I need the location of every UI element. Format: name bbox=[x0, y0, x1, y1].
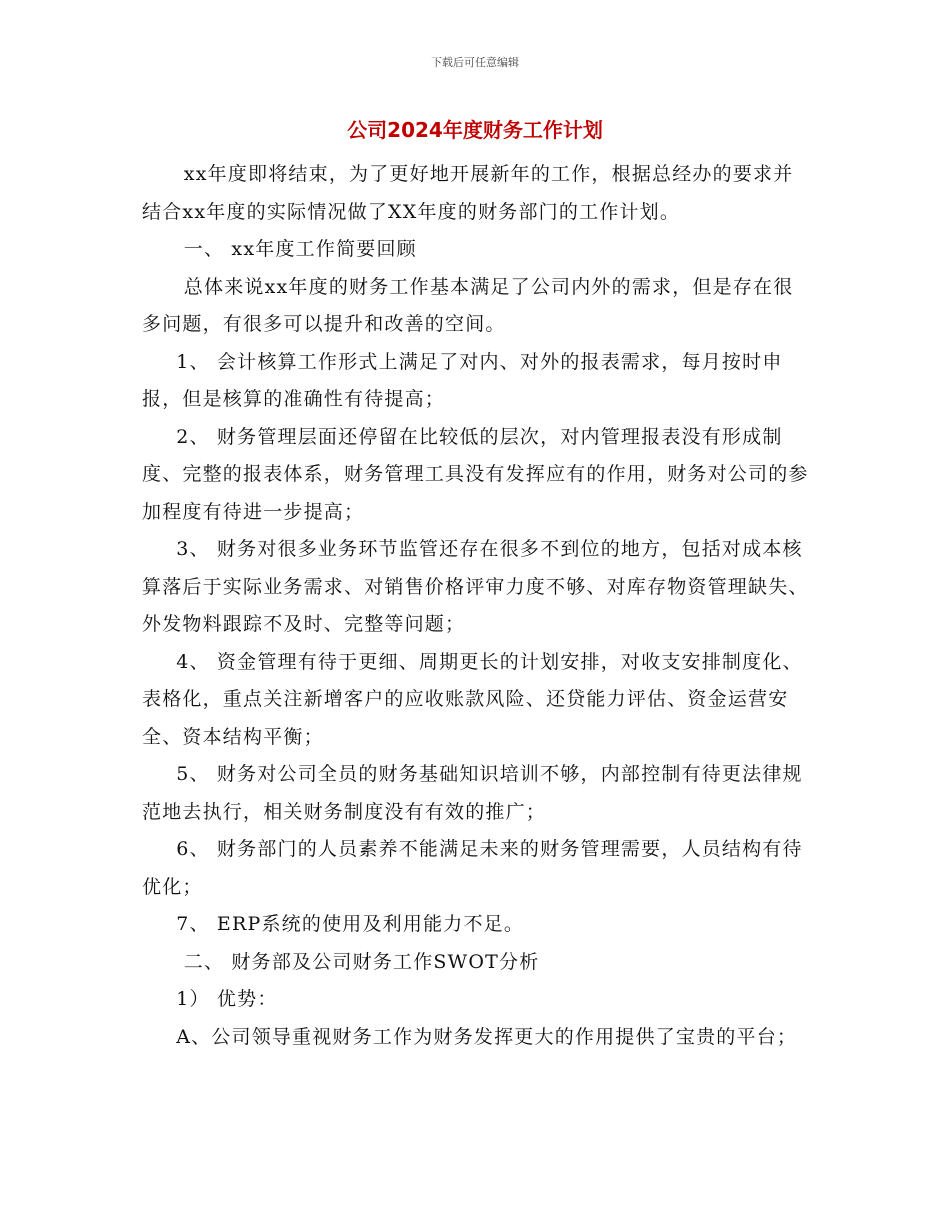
section-heading-1: 一、 xx年度工作简要回顾 bbox=[183, 238, 417, 260]
paragraph-summary: 总体来说xx年度的财务工作基本满足了公司内外的需求，但是存在很多问题，有很多可以提升和改善的空间。 bbox=[142, 275, 794, 335]
section-heading-2: 二、 财务部及公司财务工作SWOT分析 bbox=[183, 950, 540, 973]
list-item: 2、 财务管理层面还停留在比较低的层次，对内管理报表没有形成制度、完整的报表体系，财务管理工具没有发挥应有的作用，财务对公司的参加程度有待进一步提高； bbox=[142, 425, 809, 523]
subsection-heading: 1） 优势： bbox=[176, 988, 278, 1010]
list-item: 4、 资金管理有待于更细、周期更长的计划安排，对收支安排制度化、表格化，重点关注新增客户的应收账款风险、还贷能力评估、资金运营安全、资本结构平衡； bbox=[142, 650, 803, 748]
list-item: 7、 ERP系统的使用及利用能力不足。 bbox=[176, 913, 525, 935]
page-header: 下载后可任意编辑 bbox=[431, 56, 519, 69]
list-item: 5、 财务对公司全员的财务基础知识培训不够，内部控制有待更法律规范地去执行，相关财务制度没有有效的推广； bbox=[142, 763, 803, 823]
list-item: 1、 会计核算工作形式上满足了对内、对外的报表需求，每月按时申报，但是核算的准确性有待提高； bbox=[142, 350, 783, 410]
list-item: 6、 财务部门的人员素养不能满足未来的财务管理需要，人员结构有待优化； bbox=[142, 838, 803, 898]
list-item: 3、 财务对很多业务环节监管还存在很多不到位的地方，包括对成本核算落后于实际业务需求、对销售价格评审力度不够、对库存物资管理缺失、外发物料跟踪不及时、完整等问题； bbox=[142, 538, 809, 635]
list-item: A、公司领导重视财务工作为财务发挥更大的作用提供了宝贵的平台； bbox=[176, 1025, 798, 1048]
paragraph-intro: xx年度即将结束，为了更好地开展新年的工作，根据总经办的要求并结合xx年度的实际情况做了XX年度的财务部门的工作计划。 bbox=[142, 163, 794, 223]
document-title: 公司2024年度财务工作计划 bbox=[347, 118, 603, 142]
document-body bbox=[142, 156, 810, 1056]
